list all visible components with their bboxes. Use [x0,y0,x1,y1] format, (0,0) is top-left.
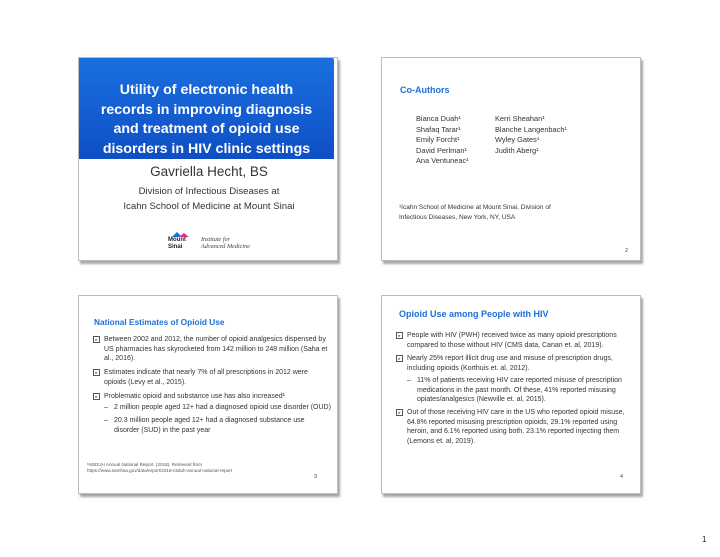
presenter-affiliation: Division of Infectious Diseases at Icahn School of Medicine at Mount Sinai [123,186,295,212]
bullet-box-icon: ▸ [396,332,403,339]
author-affiliation: ¹Icahn School of Medicine at Mount Sinai, Division of Infectious Diseases, New York, NY, USA [399,204,551,221]
bullet-box-icon: ▸ [93,369,100,376]
sub-bullet-item: – 11% of patients receiving HIV care reported misuse of prescription medications in the past month. Of these, 41% reported misusing opiates/analgesics (Newville et. al, 2015). [407,376,622,404]
slide-3-national-estimates [78,295,338,494]
slide-number: 2 [625,248,629,254]
bullet-item: ▸ Problematic opioid and substance use has also increased¹ [93,392,331,402]
author-name [495,156,585,167]
bullet-box-icon: ▸ [93,393,100,400]
slide-heading: Opioid Use among People with HIV [399,309,549,319]
author-name: Shafaq Tarar¹ [416,124,461,134]
mount-sinai-logo [168,232,258,252]
bullet-box-icon: ▸ [93,336,100,343]
bullet-box-icon: ▸ [396,355,403,362]
logo-institute-text: Institute for Advanced Medicine [201,236,250,250]
document-page-number: 1 [702,535,707,544]
slide-number: 4 [620,474,624,480]
bullet-item: ▸ Out of those receiving HIV care in the US who reported opioid misuse, 64.8% reported misusing prescription opioids, 29.1% reported using heroin, and 6.1% reported using both. 23.1% reported injecting them (Lemons et. al, 2019). [396,408,639,447]
slide-1-title [78,57,338,261]
bullet-box-icon: ▸ [396,409,403,416]
presenter-name: Gavriella Hecht, BS [150,164,268,179]
author-name: Wyley Gates¹ [495,135,540,145]
author-name: David Perlman¹ [416,145,467,155]
author-list [416,114,585,167]
footnote: ¹NSDUH Annual National Report. (2018). Retrieved from https://www.samhsa.gov/data/report/2018-nsduh-annual-national-report [87,462,233,473]
slide-number: 3 [314,474,318,480]
slide-heading: National Estimates of Opioid Use [94,317,225,327]
presentation-title: Utility of electronic health records in improving diagnosis and treatment of opioid use disorders in HIV clinic settings [100,82,313,157]
bullet-item: ▸ Estimates indicate that nearly 7% of all prescriptions in 2012 were opioids (Levy et al., 2015). [93,368,331,387]
author-name: Judith Aberg¹ [495,145,539,155]
author-name: Blanche Langenbach¹ [495,124,567,134]
author-name: Ana Ventuneac¹ [416,156,469,166]
slide-4-opioid-use-hiv [381,295,641,494]
author-name: Kerri Sheahan¹ [495,114,545,123]
slide-2-coauthors [381,57,641,261]
sub-bullet-item: – 2 million people aged 12+ had a diagnosed opioid use disorder (OUD) [104,404,331,412]
bullet-item: ▸ People with HIV (PWH) received twice as many opioid prescriptions compared to those without HIV (CMS data, Canan et. al, 2019). [396,331,639,350]
mount-sinai-logo-mark: Mount Sinai [168,232,200,252]
author-name: Bianca Duah¹ [416,114,461,123]
slide-heading: Co-Authors [400,85,450,95]
bullet-item: ▸ Between 2002 and 2012, the number of opioid analgesics dispensed by US pharmacies has skyrocketed from 142 million to 248 million (Saha et al., 2016). [93,335,331,364]
bullet-list [93,335,331,438]
bullet-list [396,331,639,451]
author-name: Emily Forcht¹ [416,135,460,145]
bullet-item: ▸ Nearly 25% report illicit drug use and misuse of prescription drugs, including opioids (Korthuis et. al, 2012). [396,354,639,373]
sub-bullet-item: – 20.3 million people aged 12+ had a diagnosed substance use disorder (SUD) in the past year [104,416,305,434]
